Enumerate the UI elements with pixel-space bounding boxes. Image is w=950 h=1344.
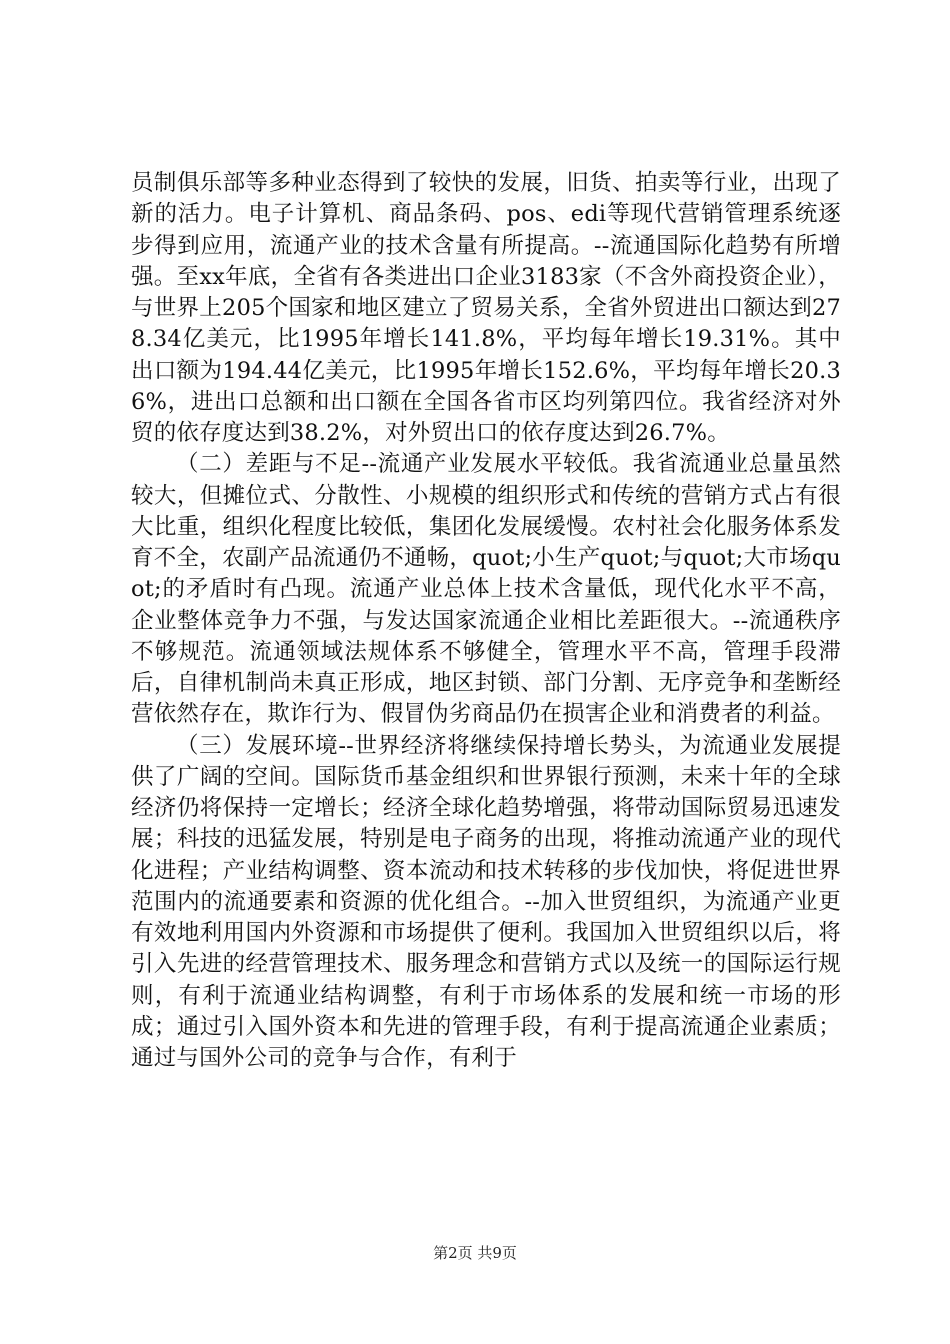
- paragraph-1: 员制俱乐部等多种业态得到了较快的发展，旧货、拍卖等行业，出现了新的活力。电子计算机、商品条码、pos、edi等现代营销管理系统逐步得到应用，流通产业的技术含量有所提高。--流通国际化趋势有所增强。至xx年底，全省有各类进出口企业3183家（不含外商投资企业），与世界上205个国家和地区建立了贸易关系，全省外贸进出口额达到278.34亿美元，比1995年增长141.8%，平均每年增长19.31%。其中出口额为194.44亿美元，比1995年增长152.6%，平均每年增长20.36%，进出口总额和出口额在全国各省市区均列第四位。我省经济对外贸的依存度达到38.2%，对外贸出口的依存度达到26.7%。: [131, 170, 841, 446]
- paragraph-3: （三）发展环境--世界经济将继续保持增长势头，为流通业发展提供了广阔的空间。国际货币基金组织和世界银行预测，未来十年的全球经济仍将保持一定增长；经济全球化趋势增强，将带动国际贸易迅速发展；科技的迅猛发展，特别是电子商务的出现，将推动流通产业的现代化进程；产业结构调整、资本流动和技术转移的步伐加快，将促进世界范围内的流通要素和资源的优化组合。--加入世贸组织，为流通产业更有效地利用国内外资源和市场提供了便利。我国加入世贸组织以后，将引入先进的经营管理技术、服务理念和营销方式以及统一的国际运行规则，有利于流通业结构调整，有利于市场体系的发展和统一市场的形成；通过引入国外资本和先进的管理手段，有利于提高流通企业素质；通过与国外公司的竞争与合作，有利于: [131, 732, 841, 1071]
- document-body: [131, 168, 841, 1074]
- paragraph-2: （二）差距与不足--流通产业发展水平较低。我省流通业总量虽然较大，但摊位式、分散性、小规模的组织形式和传统的营销方式占有很大比重，组织化程度比较低，集团化发展缓慢。农村社会化服务体系发育不全，农副产品流通仍不通畅，quot;小生产quot;与quot;大市场quot;的矛盾时有凸现。流通产业总体上技术含量低，现代化水平不高，企业整体竞争力不强，与发达国家流通企业相比差距很大。--流通秩序不够规范。流通领域法规体系不够健全，管理水平不高，管理手段滞后，自律机制尚未真正形成，地区封锁、部门分割、无序竞争和垄断经营依然存在，欺诈行为、假冒伪劣商品仍在损害企业和消费者的利益。: [131, 451, 841, 728]
- page-footer: 第2页 共9页: [433, 1244, 517, 1262]
